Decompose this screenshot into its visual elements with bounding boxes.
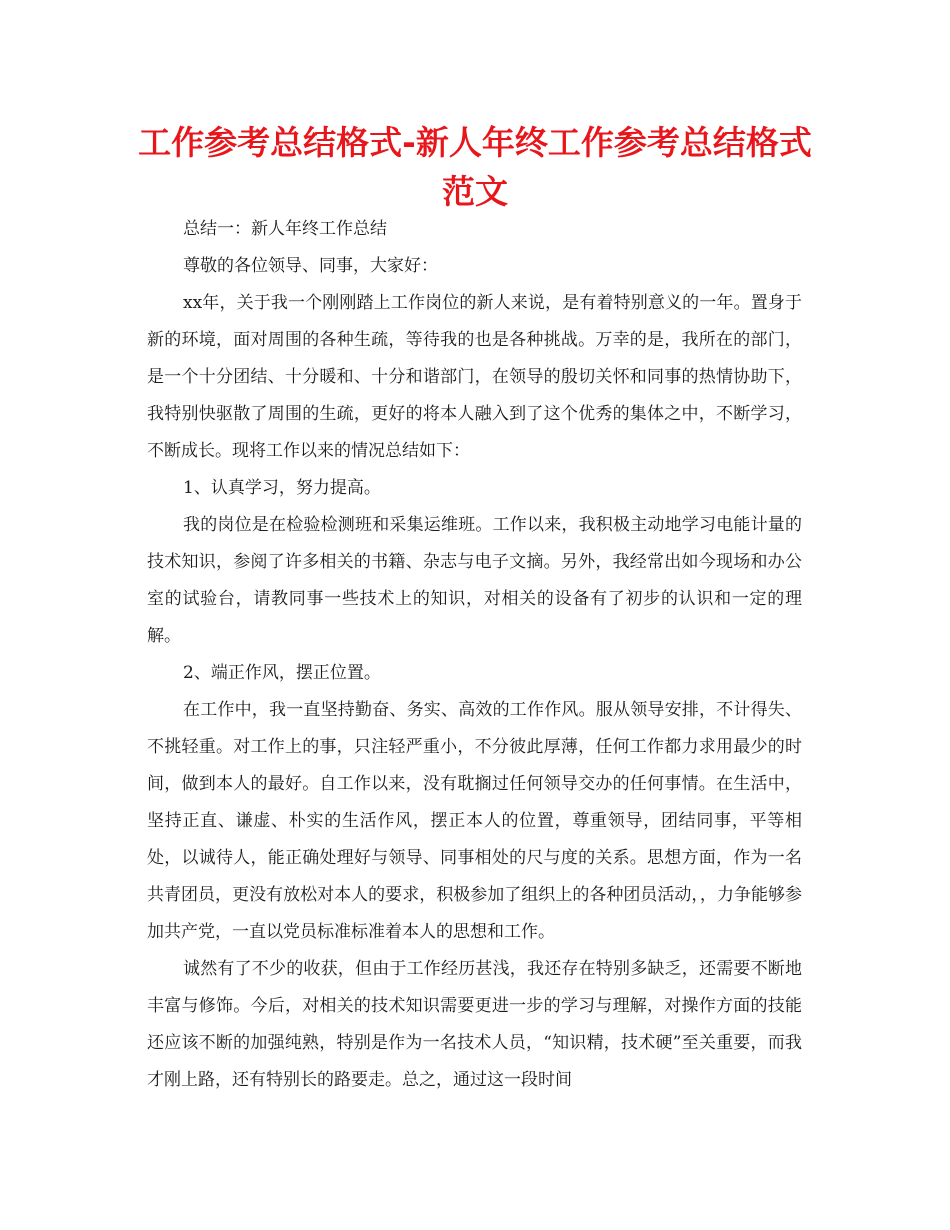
subheading: 1、认真学习，努力提高。: [183, 478, 381, 498]
body-paragraph: 在工作中，我一直坚持勤奋、务实、高效的工作作风。服从领导安排，不计得失、不挑轻重。对工作上的事，只注轻严重小，不分彼此厚薄，任何工作都力求用最少的时间，做到本人的最好。自工作以来，没有耽搁过任何领导交办的任何事情。在生活中，坚持正直、谦虚、朴实的生活作风，摆正本人的位置，尊重领导，团结同事，平等相处，以诚待人，能正确处理好与领导、同事相处的尺与度的关系。思想方面，作为一名共青团员，更没有放松对本人的要求，积极参加了组织上的各种团员活动，，力争能够参加共产党，一直以党员标准标准着本人的思想和工作。: [147, 700, 802, 942]
document-title: 工作参考总结格式-新人年终工作参考总结格式范文: [138, 123, 812, 211]
document-body: [147, 211, 802, 1099]
greeting: 尊敬的各位领导、同事，大家好：: [183, 256, 438, 276]
section-heading: 总结一：新人年终工作总结: [183, 219, 387, 239]
subheading: 2、端正作风，摆正位置。: [183, 663, 381, 683]
body-paragraph: xx年，关于我一个刚刚踏上工作岗位的新人来说，是有着特别意义的一年。置身于新的环境，面对周围的各种生疏，等待我的也是各种挑战。万幸的是，我所在的部门，是一个十分团结、十分暖和、十分和谐部门，在领导的殷切关怀和同事的热情协助下，我特别快驱散了周围的生疏，更好的将本人融入到了这个优秀的集体之中，不断学习，不断成长。现将工作以来的情况总结如下：: [147, 293, 802, 461]
body-paragraph: 诚然有了不少的收获，但由于工作经历甚浅，我还存在特别多缺乏，还需要不断地丰富与修饰。今后，对相关的技术知识需要更进一步的学习与理解，对操作方面的技能还应该不断的加强纯熟，特别是作为一名技术人员，“知识精，技术硬”至关重要，而我才刚上路，还有特别长的路要走。总之，通过这一段时间: [147, 959, 802, 1090]
body-paragraph: 我的岗位是在检验检测班和采集运维班。工作以来，我积极主动地学习电能计量的技术知识，参阅了许多相关的书籍、杂志与电子文摘。另外，我经常出如今现场和办公室的试验台，请教同事一些技术上的知识，对相关的设备有了初步的认识和一定的理解。: [147, 515, 802, 646]
